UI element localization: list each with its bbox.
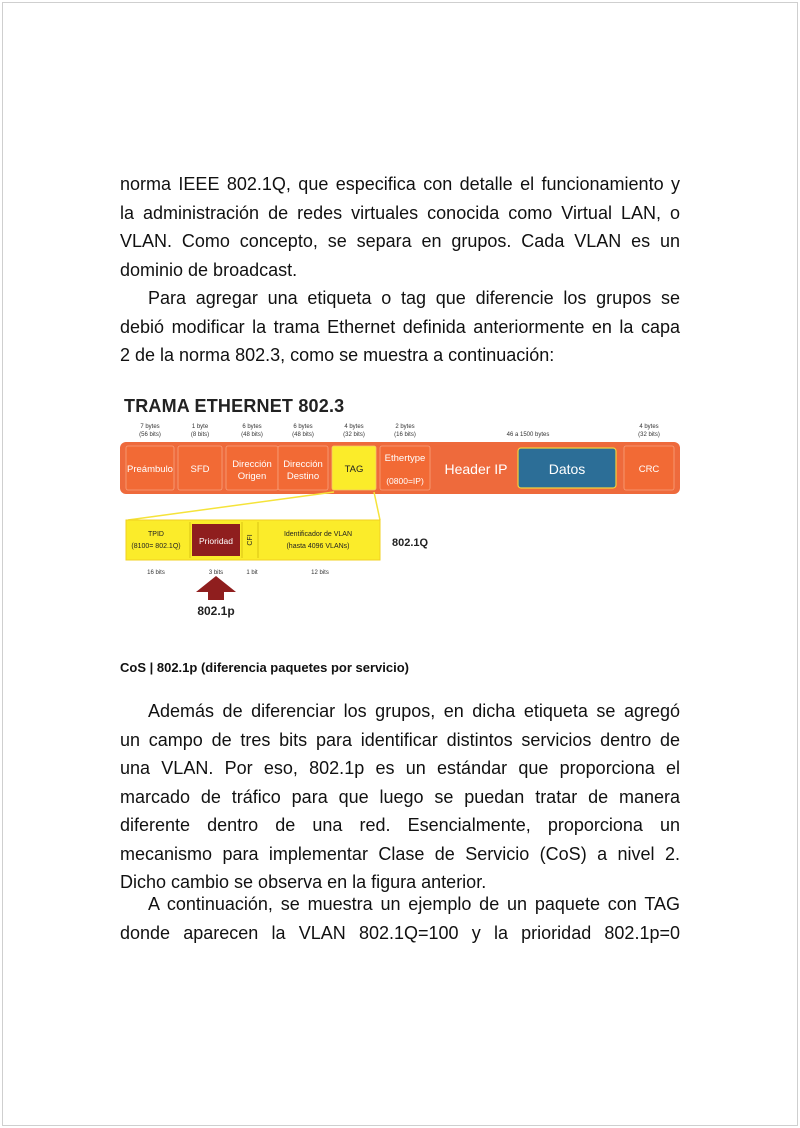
tag-bits-label: 12 bits [311,570,329,576]
text-line: Además de diferenciar los grupos, en dicha etiqueta se agregó [148,701,680,721]
size-label: 46 a 1500 bytes [506,432,550,438]
size-label: 6 bytes [293,424,313,430]
text-line: norma IEEE 802.1Q, que especifica con detalle el funcionamiento y [120,174,680,194]
text-line: un campo de tres bits para identificar distintos servicios dentro de [120,729,680,750]
figure-title: TRAMA ETHERNET 802.3 [124,396,345,416]
field-label: SFD [190,464,210,475]
size-label: 6 bytes [242,424,262,430]
figure-caption: CoS | 802.1p (diferencia paquetes por servicio) [120,660,410,675]
field-label: TAG [344,464,364,475]
paragraph-1 [120,170,680,284]
tag-bits-label: 3 bits [208,570,224,576]
tag-standard-label: 802.1Q [392,537,429,549]
field-label: Ethertype [384,453,426,464]
priority-standard-label: 802.1p [197,604,235,618]
field-label: Header IP [444,461,508,477]
paragraph-2 [120,284,680,370]
field-label-line1: Dirección [283,459,323,470]
size-label: 7 bytes [140,424,160,430]
field-label-line1: Dirección [232,459,272,470]
text-line: 2 de la norma 802.3, como se muestra a continuación: [120,345,555,365]
tag-field-sublabel: (8100= 802.1Q) [131,543,181,550]
size-label: 4 bytes [639,424,659,430]
bits-label: (32 bits) [638,432,660,438]
text-line: debió modificar la trama Ethernet definida anteriormente en la capa [120,316,680,337]
text-line: una VLAN. Por eso, 802.1p es un estándar que proporciona el [120,758,680,778]
text-line: Dicho cambio se observa en la figura anterior. [120,872,487,892]
field-label: CRC [638,464,660,475]
text-line: marcado de tráfico para que luego se puedan tratar de manera [120,786,680,807]
tag-field-label: Prioridad [198,536,234,546]
field-sublabel: (0800=IP) [386,476,424,486]
bits-label: (48 bits) [241,432,263,438]
text-line: VLAN. Como concepto, se separa en grupos. Cada VLAN es un [120,231,680,251]
bits-label: (16 bits) [394,432,416,438]
bits-label: (48 bits) [292,432,314,438]
bits-label: (56 bits) [139,432,161,438]
expand-line-left [128,492,334,520]
text-line: mecanismo para implementar Clase de Servicio (CoS) a nivel 2. [120,843,680,864]
text-line: la administración de redes virtuales conocida como Virtual LAN, o [120,202,680,223]
size-label: 4 bytes [344,424,364,430]
tag-field-label: Identificador de VLAN [283,531,353,538]
field-label: Preámbulo [127,464,173,475]
text-line: diferente dentro de una red. Esencialmente, proporciona un [120,815,680,835]
text-line: donde aparecen la VLAN 802.1Q=100 y la prioridad 802.1p=0 [120,922,680,943]
tag-field-label: CFI [247,534,254,546]
paragraph-4 [120,890,680,947]
tag-field-sublabel: (hasta 4096 VLANs) [286,543,350,550]
size-labels [139,424,660,438]
text-line: A continuación, se muestra un ejemplo de un paquete con TAG [148,894,680,914]
tag-field-label: TPID [148,531,164,538]
size-label: 2 bytes [395,424,415,430]
bits-label: (8 bits) [190,432,210,438]
paragraph-3 [120,697,680,897]
tag-bits-label: 1 bit [246,570,258,576]
field-label-line2: Destino [286,471,320,482]
text-line: dominio de broadcast. [120,259,298,280]
ethernet-frame-figure [118,396,684,626]
size-label: 1 byte [191,424,209,430]
frame-diagram [118,396,684,626]
field-label-line2: Origen [237,471,267,482]
tag-bits-label: 16 bits [147,570,165,576]
text-line: Para agregar una etiqueta o tag que diferencie los grupos se [148,288,680,308]
expand-line-right [374,492,380,520]
field-label: Datos [548,461,586,477]
up-arrow-icon [196,576,236,600]
bits-label: (32 bits) [343,432,365,438]
